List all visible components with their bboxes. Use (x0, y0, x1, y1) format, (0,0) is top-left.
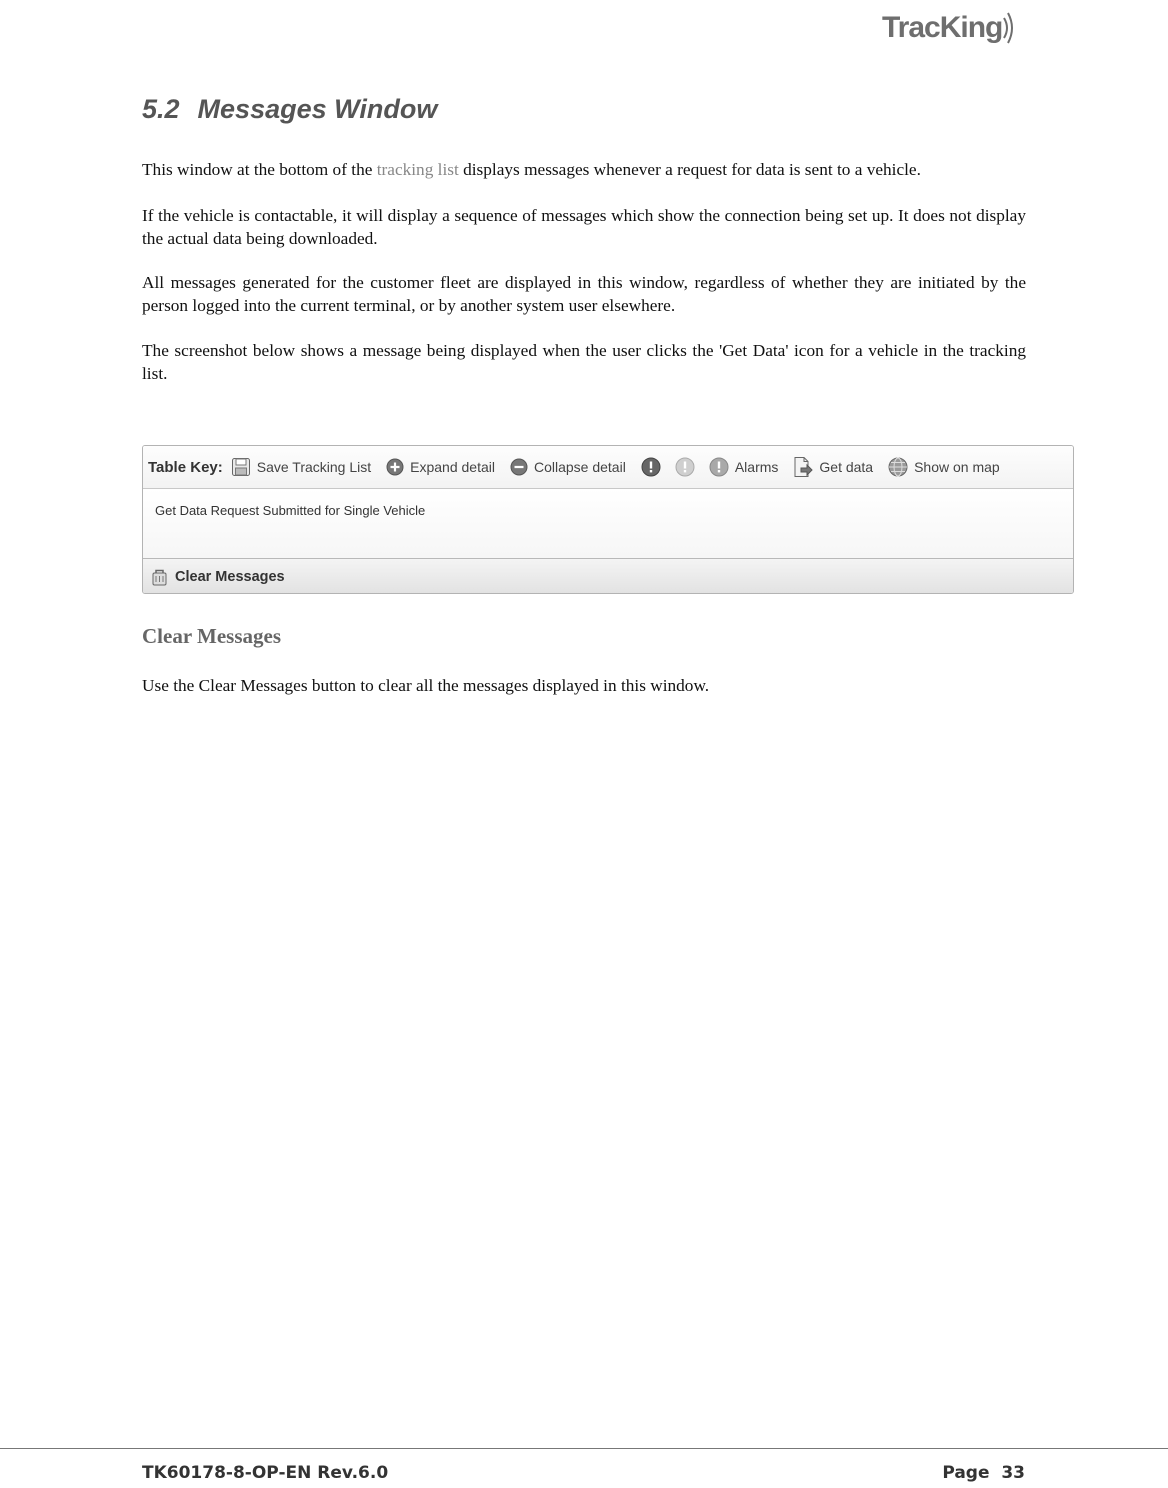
screenshot-intro-paragraph: The screenshot below shows a message being displayed when the user clicks the 'Get Data' icon for a vehicle in the tracking list. (142, 341, 1026, 383)
clear-messages-heading: Clear Messages (142, 624, 281, 648)
intro-paragraph (142, 158, 1026, 181)
get-data-key[interactable] (793, 456, 873, 478)
message-item: Get Data Request Submitted for Single Vehicle (155, 503, 426, 518)
page-number: Page 33 (942, 1463, 1025, 1483)
globe-icon (888, 457, 908, 477)
get-data-document-icon (793, 456, 813, 478)
section-heading (142, 94, 437, 125)
signal-waves-icon (1002, 8, 1016, 48)
get-data-label: Get data (819, 459, 874, 475)
contactable-paragraph: If the vehicle is contactable, it will display a sequence of messages which show the connection being set up. It does not display the actual data being downloaded. (142, 206, 1026, 248)
table-key-bar (143, 446, 1073, 489)
expand-detail-key[interactable] (386, 458, 495, 476)
clear-messages-button[interactable] (143, 559, 1073, 594)
tracking-logo (882, 6, 1016, 50)
intro-text-end: displays messages whenever a request for data is sent to a vehicle. (458, 160, 921, 179)
expand-detail-label: Expand detail (410, 459, 495, 475)
messages-list (143, 489, 1073, 559)
show-on-map-key[interactable] (888, 457, 1000, 477)
save-disk-icon (231, 457, 251, 477)
save-tracking-list-key[interactable] (231, 457, 371, 477)
document-reference: TK60178-8-OP-EN Rev.6.0 (142, 1463, 389, 1483)
clear-messages-label: Clear Messages (175, 568, 285, 585)
alarm-high-icon (641, 457, 661, 477)
messages-window-screenshot (142, 445, 1074, 594)
fleet-messages-paragraph: All messages generated for the customer fleet are displayed in this window, regardless of whether they are initiated by the person logged into the current terminal, or by another system user elsewhere. (142, 273, 1026, 315)
collapse-detail-label: Collapse detail (533, 459, 626, 475)
tracking-list-link[interactable]: tracking list (376, 160, 459, 179)
expand-plus-icon (386, 458, 404, 476)
section-title: Messages Window (197, 94, 438, 124)
alarms-key[interactable] (709, 457, 779, 477)
alarm-level-medium-key[interactable] (675, 457, 701, 477)
alarm-low-icon (709, 457, 729, 477)
clear-messages-paragraph: Use the Clear Messages button to clear all the messages displayed in this window. (142, 676, 710, 695)
clear-messages-icon (150, 567, 170, 587)
alarm-medium-icon (675, 457, 695, 477)
table-key-label: Table Key: (148, 458, 223, 476)
collapse-minus-icon (510, 458, 528, 476)
logo-text: TracKing (882, 11, 1003, 44)
footer-divider (0, 1448, 1168, 1449)
save-tracking-list-label: Save Tracking List (256, 459, 372, 475)
section-number: 5.2 (142, 94, 180, 124)
collapse-detail-key[interactable] (510, 458, 626, 476)
show-on-map-label: Show on map (914, 459, 1000, 475)
alarms-label: Alarms (734, 459, 779, 475)
alarm-level-high-key[interactable] (641, 457, 667, 477)
intro-text-start: This window at the bottom of the (142, 160, 377, 179)
